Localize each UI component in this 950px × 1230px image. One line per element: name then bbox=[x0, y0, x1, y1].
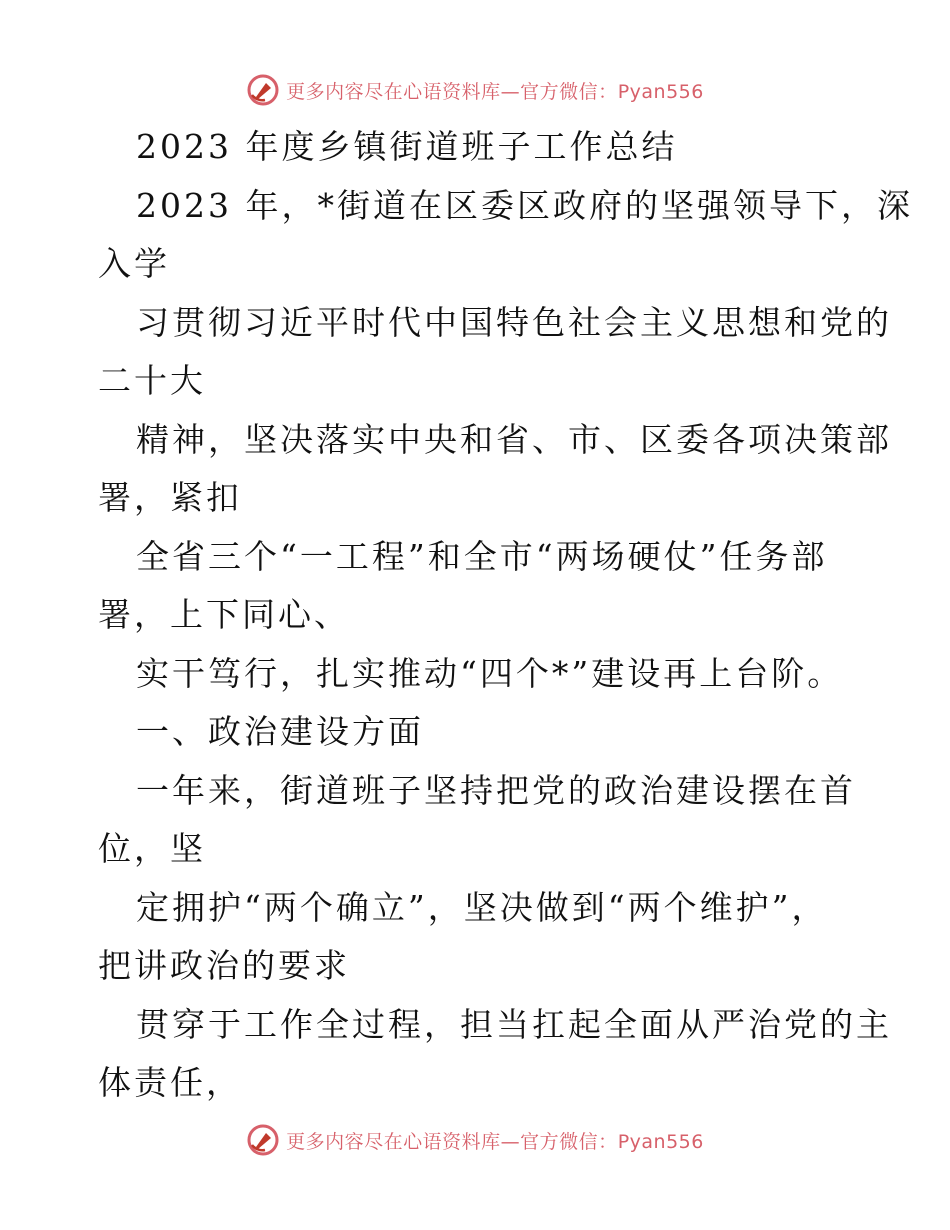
paragraph-line: 定拥护“两个确立”，坚决做到“两个维护”， bbox=[136, 887, 828, 927]
paragraph-line: 署，上下同心、 bbox=[98, 595, 350, 634]
footer-watermark-banner bbox=[0, 1120, 950, 1160]
paragraph-line: 全省三个“一工程”和全市“两场硬仗”任务部 bbox=[136, 536, 828, 576]
header-watermark-banner bbox=[0, 70, 950, 110]
banner-text: 更多内容尽在心语资料库—官方微信：Pyan556 bbox=[286, 80, 704, 103]
paragraph-line: 习贯彻习近平时代中国特色社会主义思想和党的 bbox=[136, 302, 892, 342]
paragraph-line: 实干笃行，扎实推动“四个*”建设再上台阶。 bbox=[136, 653, 844, 693]
section-heading: 一、政治建设方面 bbox=[136, 712, 424, 751]
paragraph-line: 位，坚 bbox=[98, 829, 206, 868]
paragraph-line: 2023 年，*街道在区委区政府的坚强领导下，深 bbox=[136, 185, 913, 225]
document-body bbox=[98, 118, 913, 1113]
paragraph-line: 精神，坚决落实中央和省、市、区委各项决策部 bbox=[136, 419, 892, 459]
pen-nib-logo-icon bbox=[246, 73, 280, 107]
banner-text: 更多内容尽在心语资料库—官方微信：Pyan556 bbox=[286, 1130, 704, 1153]
pen-nib-logo-icon bbox=[246, 1123, 280, 1157]
paragraph-line: 把讲政治的要求 bbox=[98, 946, 350, 985]
paragraph-line: 二十大 bbox=[98, 361, 206, 400]
paragraph-line: 贯穿于工作全过程，担当扛起全面从严治党的主 bbox=[136, 1004, 892, 1044]
paragraph-line: 入学 bbox=[98, 244, 170, 283]
paragraph-line: 体责任， bbox=[98, 1063, 242, 1102]
paragraph-line: 署，紧扣 bbox=[98, 478, 242, 517]
paragraph-line: 一年来，街道班子坚持把党的政治建设摆在首 bbox=[136, 770, 856, 810]
document-title: 2023 年度乡镇街道班子工作总结 bbox=[136, 127, 678, 166]
